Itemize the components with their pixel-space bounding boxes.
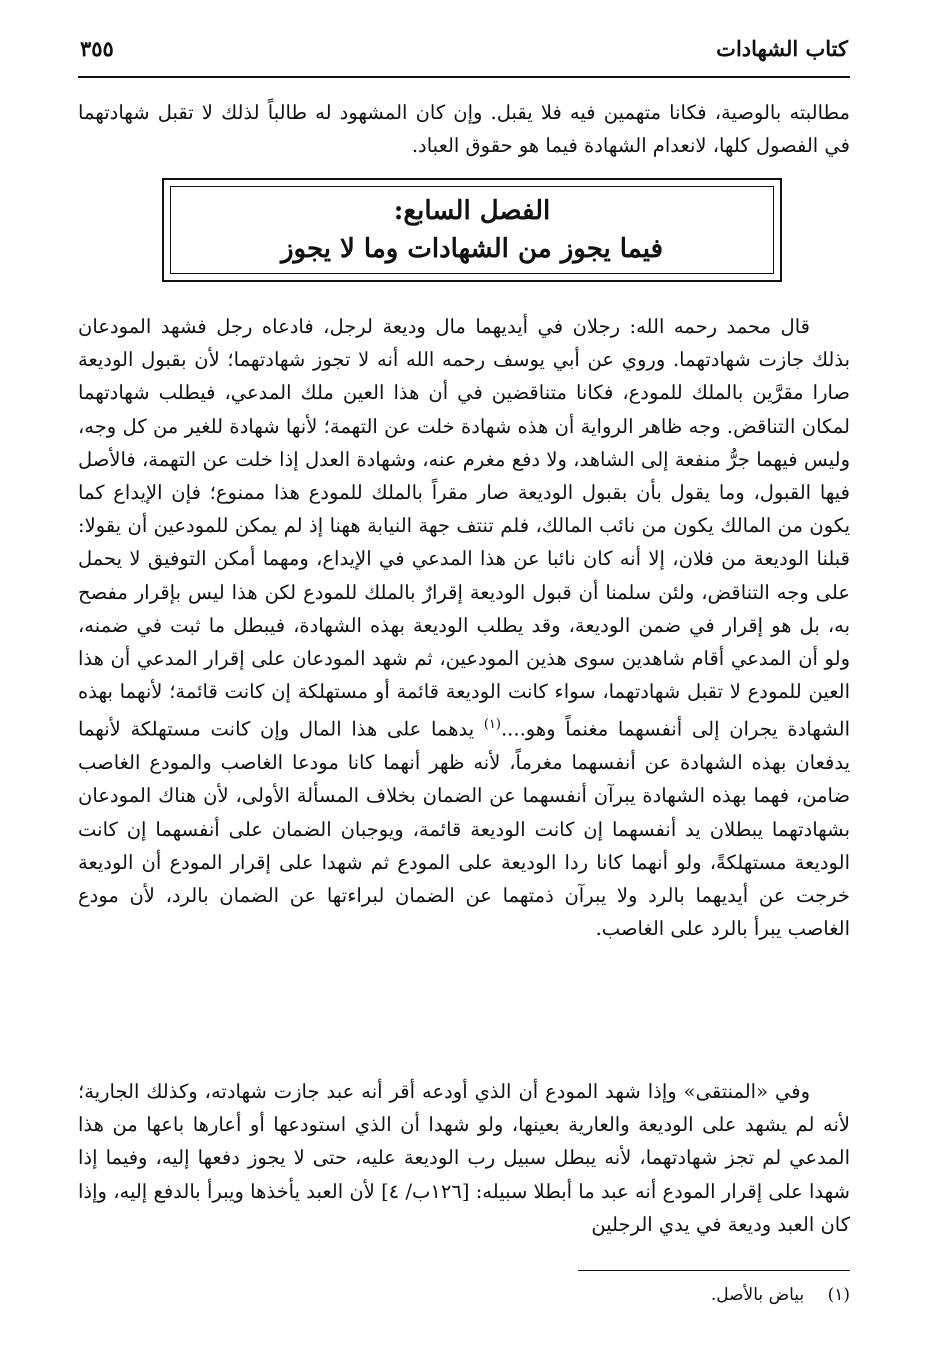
section-title-heading: فيما يجوز من الشهادات وما لا يجوز xyxy=(280,234,664,264)
main-paragraph-part1: قال محمد رحمه الله: رجلان في أيديهما مال وديعة لرجل، فادعاه رجل فشهد المودعان بذلك جازت شهادتهما. وروي عن أبي يوسف رحمه الله أنه لا تجوز شهادتهما؛ لأن بقبول الوديعة صارا مقرَّين بالملك للمودع، فكانا متناقضين في أن هذا العين ملك المدعي، فيطلب شهادتهما لمكان التناقض. وجه ظاهر الرواية أن هذه شهادة خلت عن التهمة؛ لأنها شهادة للغير من كل وجه، وليس فيهما جرُّ منفعة إلى الشاهد، ولا دفع مغرم عنه، وشهادة العدل إذا خلت عن التهمة، فالأصل فيها القبول، وما يقول بأن بقبول الوديعة صار مقراً بالملك للمودع هذا ممنوع؛ فإن الإيداع كما يكون من المالك يكون من نائب المالك، فلم تنتف جهة النيابة ههنا إذ لم يمكن للمودعين أن يقولا: قبلنا الوديعة من فلان، إلا أنه كان نائبا عن هذا المدعي في الإيداع، ومهما أمكن التوفيق لا يحمل على وجه التناقض، ولئن سلمنا أن قبول الوديعة إقرارٌ بالملك للمودع لكن هذا ليس بإقرار مفصح به، بل هو إقرار في ضمن الوديعة، وقد يطلب الوديعة بهذه الشهادة، فيبطل ما ثبت في ضمنه، ولو أن المدعي أقام شاهدين سوى هذين المودعين، ثم شهد المودعان على إقرار المدعي أن هذا العين للمودع لا تقبل شهادتهما، سواء كانت الوديعة قائمة أو مستهلكة إن كانت قائمة؛ لأنهما بهذه الشهادة يجران إلى أنفسهما مغنماً وهو.... xyxy=(78,315,850,741)
section-number-heading: الفصل السابع: xyxy=(393,196,551,226)
main-paragraph-block xyxy=(78,310,850,945)
footnote-divider xyxy=(578,1270,850,1271)
last-paragraph: وفي «المنتقى» وإذا شهد المودع أن الذي أودعه أقر أنه عبد جازت شهادته، وكذلك الجارية؛ لأنه لم يشهد على الوديعة والعارية بعينها، ولو شهدا أن الذي استودعها أو أعارها باعها من هذا المدعي لم تجز شهادتهما، لأنه يبطل سبيل رب الوديعة عليه، حتى لا يجوز دفعها إليه، وفيما إذا شهدا على إقرار المودع أنه عبد ما أبطلا سبيله: [١٢٦ب/ ٤] لأن العبد يأخذها ويبرأ بالدفع إليه، وإذا كان العبد وديعة في يدي الرجلين xyxy=(78,1080,850,1236)
footnote-text: بياض بالأصل. xyxy=(710,1285,805,1305)
main-paragraph xyxy=(78,310,850,945)
section-title-frame xyxy=(162,178,782,282)
intro-paragraph-block xyxy=(78,96,850,162)
running-title: كتاب الشهادات xyxy=(716,36,848,61)
intro-paragraph: مطالبته بالوصية، فكانا متهمين فيه فلا يقبل. وإن كان المشهود له طالباً لذلك لا تقبل شهادتهما في الفصول كلها، لانعدام الشهادة فيما هو حقوق العباد. xyxy=(78,101,850,158)
footnote-reference: (١) xyxy=(483,717,501,733)
footnote xyxy=(711,1285,850,1305)
main-paragraph-part2: يدهما على هذا المال وإن كانت مستهلكة لأنهما يدفعان بهذه الشهادة عن أنفسهما مغرماً، لأنه ظهر أنهما كانا مودعا الغاصب والمودع الغاصب ضامن، فهما بهذه الشهادة يبرآن أنفسهما عن الضمان بخلاف المسألة الأولى، لأن هناك المودعان بشهادتهما يبطلان يد أنفسهما إن كانت الوديعة قائمة، ويوجبان الضمان على أنفسهما إن كانت الوديعة مستهلكةً، ولو أنهما كانا ردا الوديعة على المودع ثم شهدا على إقرار المودع أن الوديعة خرجت عن أيديهما بالرد ولا يبرآن ذمتهما عن الضمان لبراءتها عن الضمان بالرد، لأن مودع الغاصب يبرأ بالرد على الغاصب. xyxy=(78,717,850,941)
page-number: ٣٥٥ xyxy=(80,36,114,61)
header-divider xyxy=(78,76,850,78)
page-header xyxy=(80,28,848,72)
footnote-number: (١) xyxy=(827,1285,850,1305)
last-paragraph-block xyxy=(78,1075,850,1241)
